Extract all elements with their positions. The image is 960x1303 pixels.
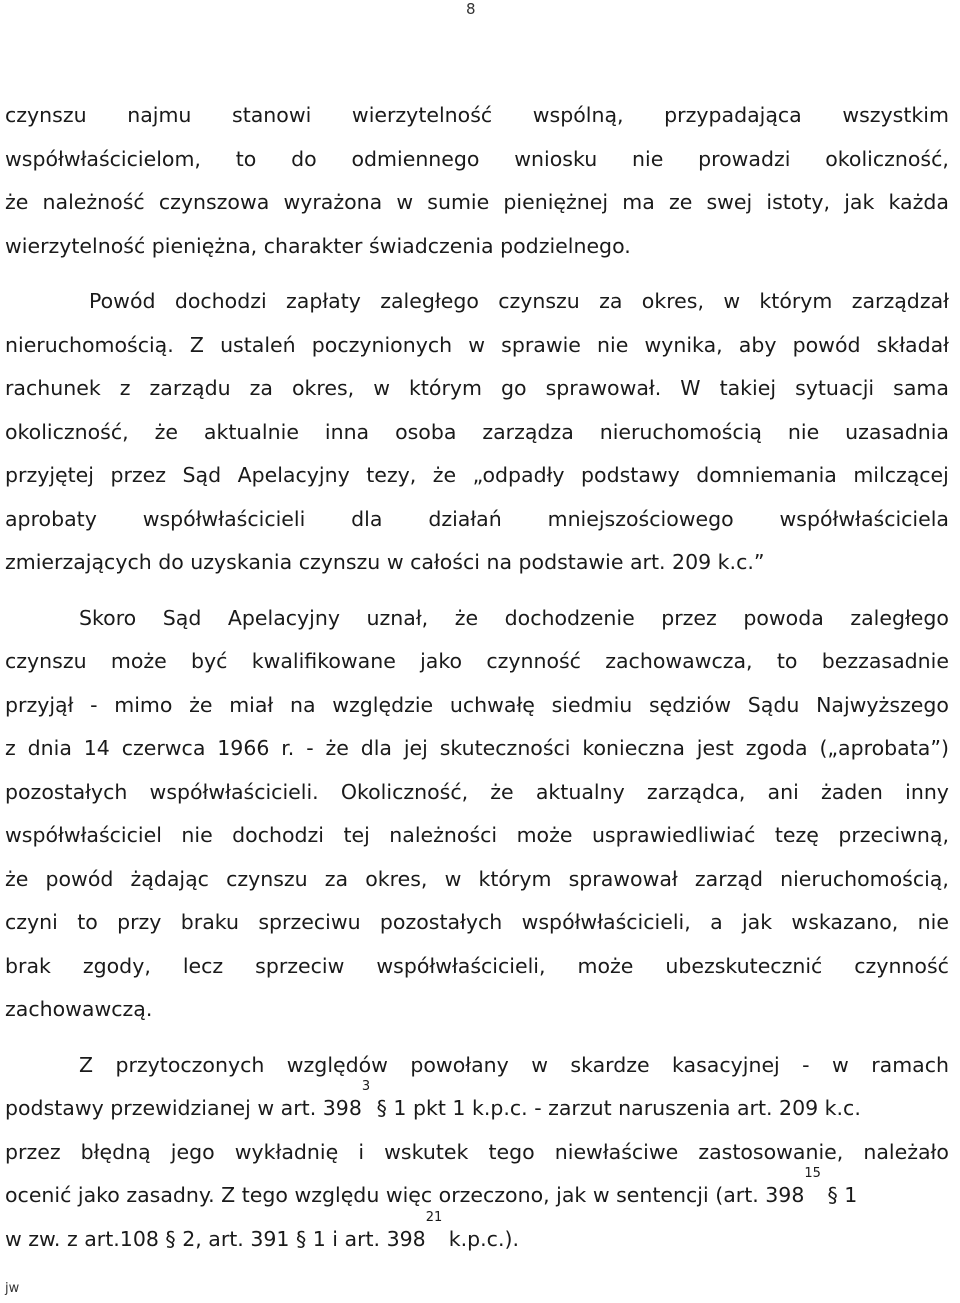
- text-line: pozostałych współwłaścicieli. Okoliczność, że aktualny zarządca, ani żaden inny: [5, 779, 949, 804]
- text-line: współwłaścicielom, to do odmiennego wniosku nie prowadzi okoliczność,: [5, 146, 949, 171]
- text-line: [5, 1079, 949, 1131]
- text-line: zachowawczą.: [5, 997, 153, 1021]
- text-line: współwłaściciel nie dochodzi tej należności może usprawiedliwiać tezę przeciwną,: [5, 823, 949, 847]
- text-line: [5, 1209, 949, 1262]
- footer-initials: jw: [5, 1281, 20, 1296]
- text-line: Skoro Sąd Apelacyjny uznał, że dochodzenie przez powoda zaległego: [79, 605, 949, 630]
- text-line: Powód dochodzi zapłaty zaległego czynszu za okres, w którym zarządzał: [89, 289, 949, 313]
- text-fragment: w zw. z art.108 § 2, art. 391 § 1 i art. 398: [5, 1226, 426, 1251]
- text-line: zmierzających do uzyskania czynszu w całości na podstawie art. 209 k.c.”: [5, 550, 765, 574]
- text-fragment: podstawy przewidzianej w art. 398: [5, 1096, 362, 1120]
- text-fragment: § 1: [820, 1183, 858, 1207]
- document-body: [5, 94, 949, 1261]
- superscript: 21: [425, 1209, 443, 1225]
- text-line: okoliczność, że aktualnie inna osoba zarządza nieruchomością nie uzasadnia: [5, 419, 949, 444]
- text-line: brak zgody, lecz sprzeciw współwłaścicieli, może ubezskutecznić czynność: [5, 953, 949, 978]
- text-line: że powód żądając czynszu za okres, w którym sprawował zarząd nieruchomością,: [5, 866, 949, 891]
- text-line: Z przytoczonych względów powołany w skardze kasacyjnej - w ramach: [79, 1052, 949, 1077]
- text-line: [5, 1166, 949, 1218]
- text-line: czyni to przy braku sprzeciwu pozostałych współwłaścicieli, a jak wskazano, nie: [5, 910, 949, 934]
- text-line: przyjętej przez Sąd Apelacyjny tezy, że „odpadły podstawy domniemania milczącej: [5, 463, 949, 487]
- text-line: wierzytelność pieniężna, charakter świadczenia podzielnego.: [5, 233, 631, 258]
- text-fragment: k.p.c.).: [442, 1226, 519, 1251]
- page-number: 8: [466, 0, 476, 18]
- superscript: 15: [804, 1166, 821, 1181]
- superscript: 3: [361, 1079, 371, 1094]
- text-fragment: § 1 pkt 1 k.p.c. - zarzut naruszenia art. 209 k.c.: [370, 1096, 861, 1120]
- text-line: aprobaty współwłaścicieli dla działań mniejszościowego współwłaściciela: [5, 506, 949, 531]
- text-line: z dnia 14 czerwca 1966 r. - że dla jej skuteczności konieczna jest zgoda („aprobata”): [5, 736, 949, 760]
- text-line: że należność czynszowa wyrażona w sumie pieniężnej ma ze swej istoty, jak każda: [5, 190, 949, 214]
- text-line: przyjął - mimo że miał na względzie uchwałę siedmiu sędziów Sądu Najwyższego: [5, 692, 949, 717]
- text-line: rachunek z zarządu za okres, w którym go sprawował. W takiej sytuacji sama: [5, 376, 949, 400]
- text-line: czynszu najmu stanowi wierzytelność wspólną, przypadająca wszystkim: [5, 103, 949, 127]
- text-line: czynszu może być kwalifikowane jako czynność zachowawcza, to bezzasadnie: [5, 649, 949, 673]
- text-line: przez błędną jego wykładnię i wskutek tego niewłaściwe zastosowanie, należało: [5, 1139, 949, 1164]
- text-line: nieruchomością. Z ustaleń poczynionych w sprawie nie wynika, aby powód składał: [5, 332, 949, 357]
- text-fragment: ocenić jako zasadny. Z tego względu więc orzeczono, jak w sentencji (art. 398: [5, 1183, 805, 1207]
